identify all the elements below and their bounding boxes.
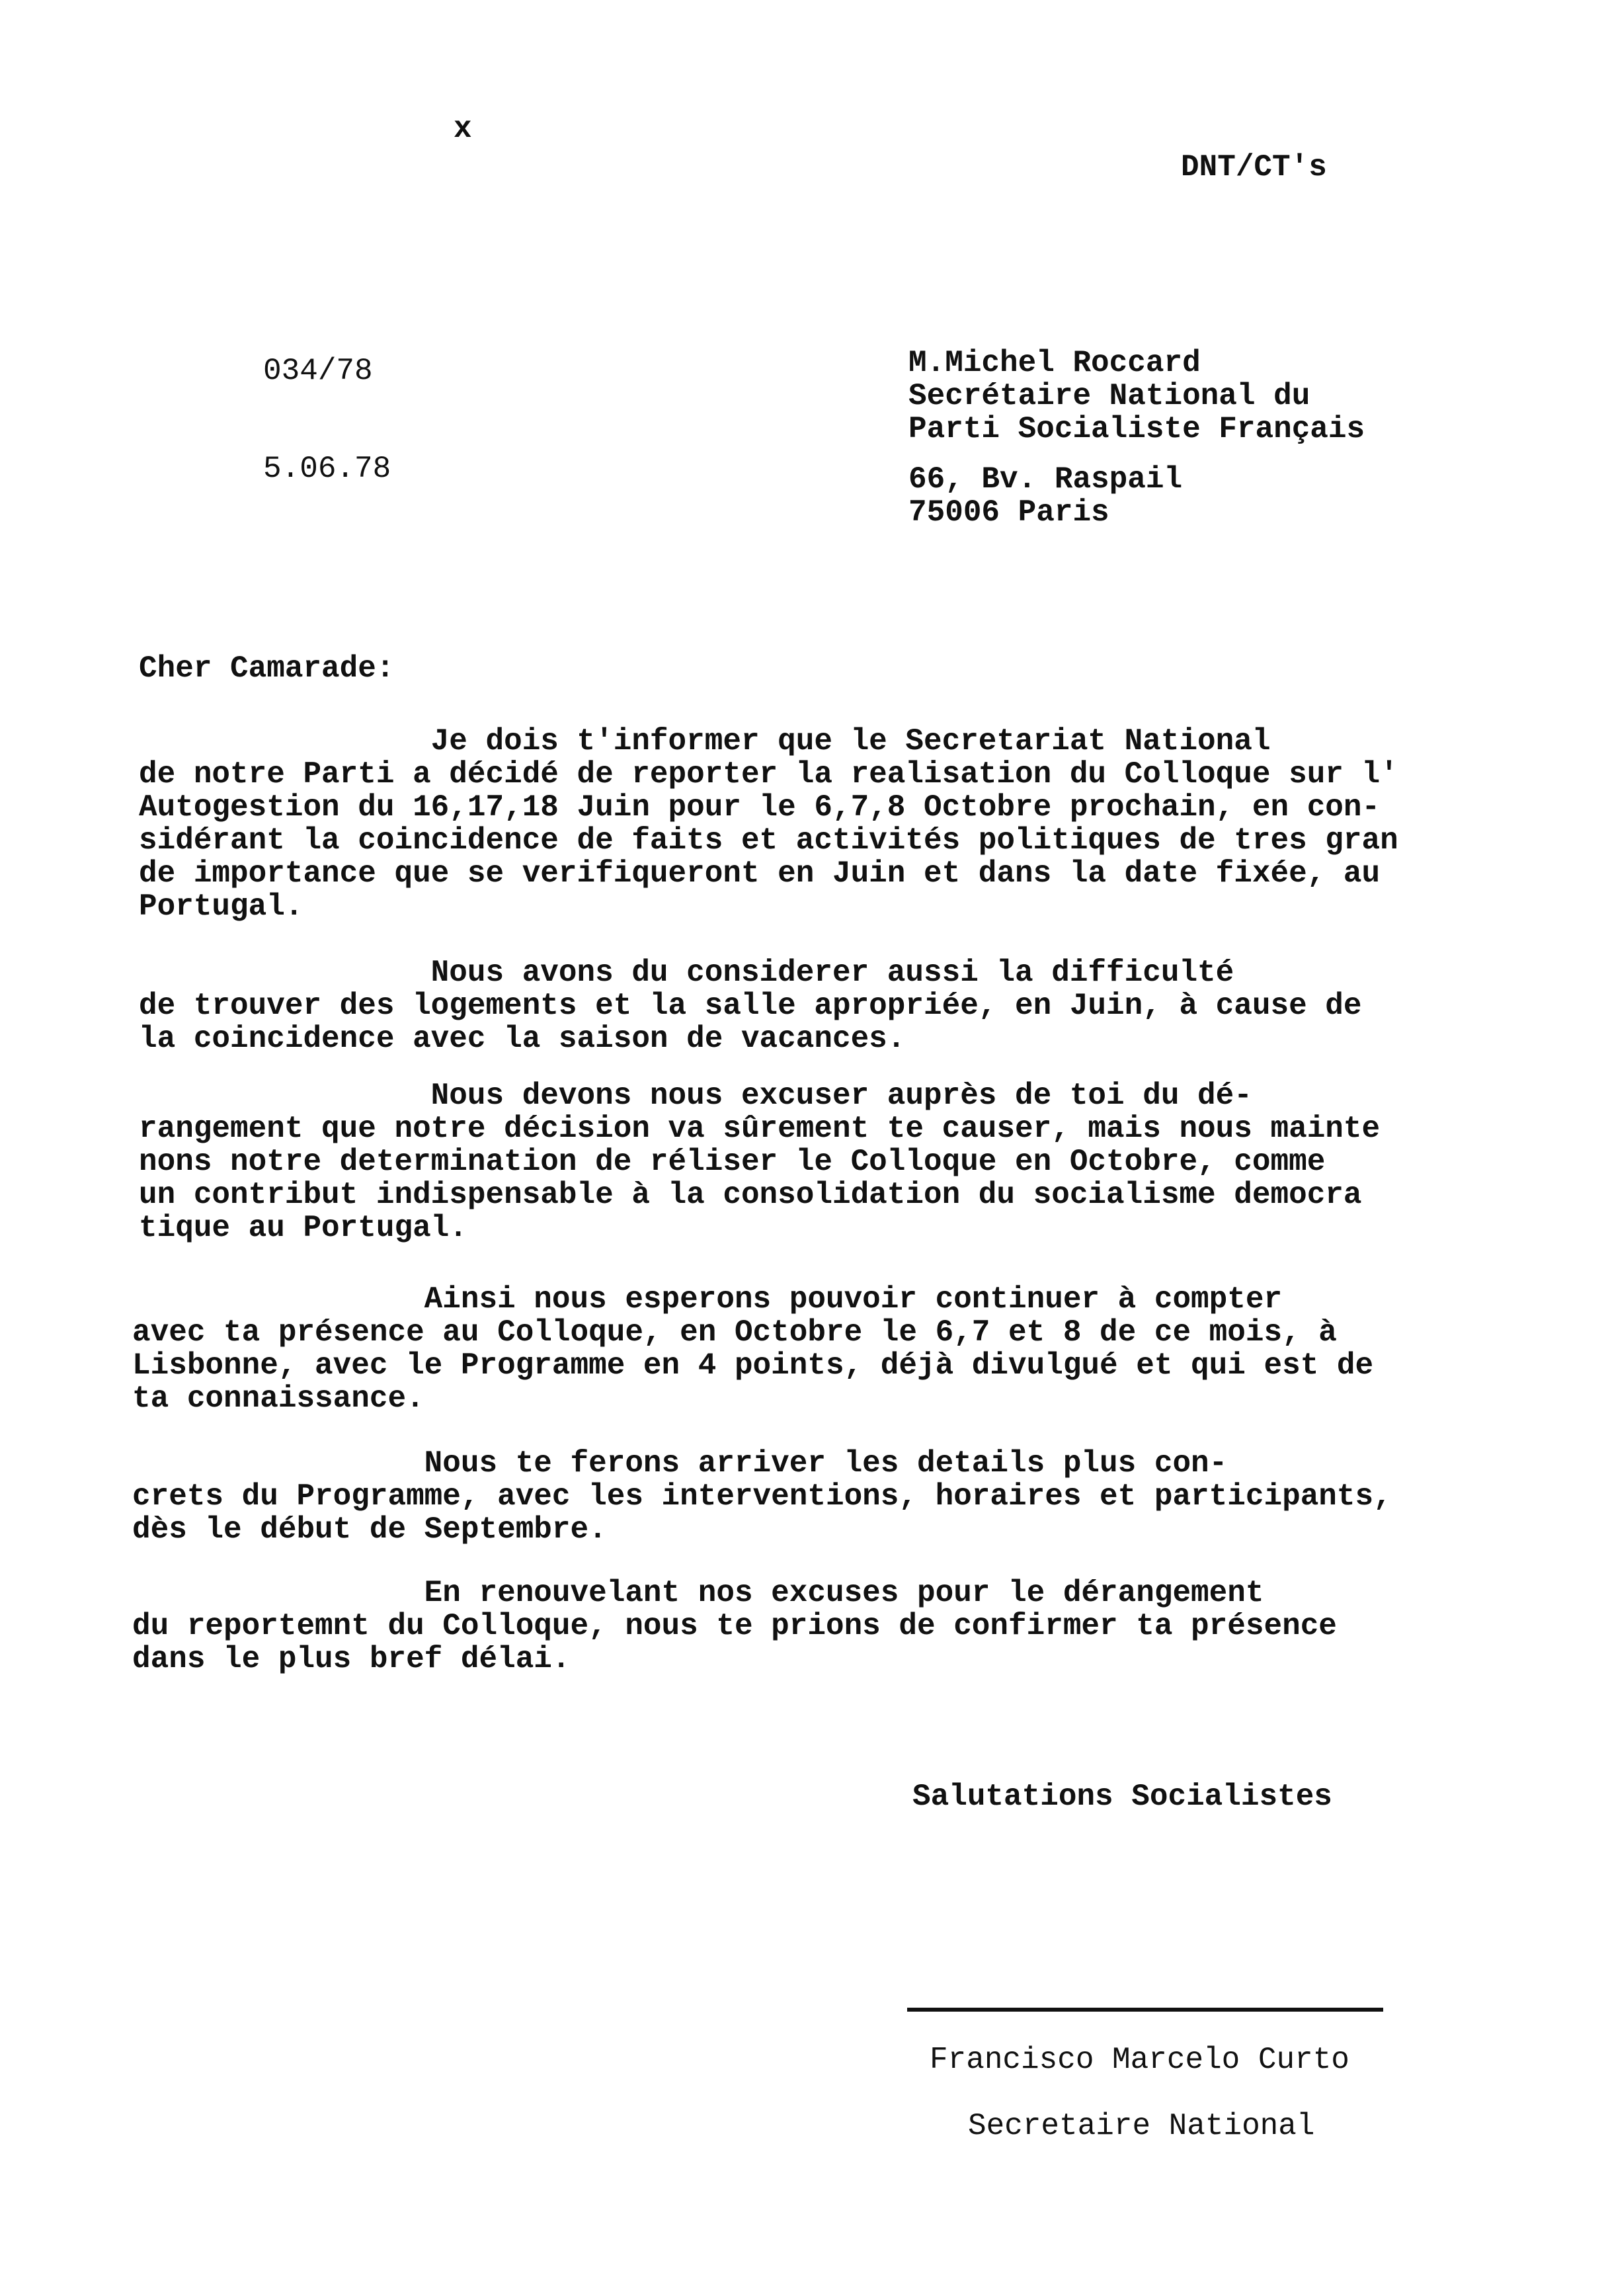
paragraph-line: En renouvelant nos excuses pour le dérangement — [132, 1576, 1264, 1610]
reference-code: DNT/CT's — [1181, 150, 1327, 184]
paragraph-line: Nous te ferons arriver les details plus con- — [132, 1446, 1228, 1481]
salutation: Cher Camarade: — [139, 651, 395, 686]
body-paragraph-4 — [132, 1283, 1373, 1415]
paragraph-line: Autogestion du 16,17,18 Juin pour le 6,7,8 Octobre prochain, en con- — [139, 790, 1381, 825]
letter-number: 034/78 — [263, 354, 373, 388]
body-paragraph-6 — [132, 1577, 1337, 1676]
paragraph-line: avec ta présence au Colloque, en Octobre le 6,7 et 8 de ce mois, à — [132, 1315, 1337, 1350]
closing: Salutations Socialistes — [912, 1780, 1332, 1814]
paragraph-line: sidérant la coincidence de faits et activités politiques de tres gran — [139, 823, 1398, 858]
paragraph-line: de trouver des logements et la salle apropriée, en Juin, à cause de — [139, 989, 1362, 1023]
paragraph-line: de notre Parti a décidé de reporter la realisation du Colloque sur l' — [139, 757, 1398, 792]
recipient-street — [908, 463, 1182, 529]
paragraph-line: ta connaissance. — [132, 1381, 424, 1416]
letter-date: 5.06.78 — [263, 452, 391, 486]
signatory-title: Secretaire National — [968, 2109, 1315, 2143]
paragraph-line: dans le plus bref délai. — [132, 1642, 571, 1676]
body-paragraph-3 — [139, 1079, 1380, 1245]
recipient-line: Parti Socialiste Français — [908, 412, 1365, 446]
paragraph-line: Portugal. — [139, 889, 303, 924]
recipient-line: 75006 Paris — [908, 495, 1109, 530]
paragraph-line: nons notre determination de réliser le Colloque en Octobre, comme — [139, 1145, 1326, 1179]
body-paragraph-5 — [132, 1447, 1392, 1546]
signatory-name: Francisco Marcelo Curto — [930, 2043, 1349, 2077]
paragraph-line: un contribut indispensable à la consolidation du socialisme democra — [139, 1178, 1362, 1212]
paragraph-line: tique au Portugal. — [139, 1211, 467, 1245]
body-paragraph-1 — [139, 725, 1398, 923]
paragraph-line: rangement que notre décision va sûrement te causer, mais nous mainte — [139, 1112, 1381, 1146]
paragraph-line: crets du Programme, avec les interventions, horaires et participants, — [132, 1479, 1392, 1514]
paragraph-line: de importance que se verifiqueront en Juin et dans la date fixée, au — [139, 856, 1381, 891]
header-mark: x — [454, 112, 472, 146]
paragraph-line: Ainsi nous esperons pouvoir continuer à compter — [132, 1282, 1283, 1317]
paragraph-line: dès le début de Septembre. — [132, 1512, 607, 1547]
paragraph-line: Je dois t'informer que le Secretariat National — [139, 724, 1271, 758]
body-paragraph-2 — [139, 956, 1362, 1055]
paragraph-line: Lisbonne, avec le Programme en 4 points, déjà divulgué et qui est de — [132, 1348, 1374, 1383]
paragraph-line: Nous devons nous excuser auprès de toi du dé- — [139, 1079, 1252, 1113]
paragraph-line: la coincidence avec la saison de vacances. — [139, 1022, 906, 1056]
recipient-line: M.Michel Roccard — [908, 346, 1201, 380]
recipient-line: Secrétaire National du — [908, 379, 1310, 413]
recipient-address — [908, 347, 1365, 446]
paragraph-line: Nous avons du considerer aussi la difficulté — [139, 956, 1234, 990]
paragraph-line: du reportemnt du Colloque, nous te prions de confirmer ta présence — [132, 1609, 1337, 1643]
recipient-line: 66, Bv. Raspail — [908, 462, 1183, 497]
signature-line — [907, 2008, 1383, 2012]
